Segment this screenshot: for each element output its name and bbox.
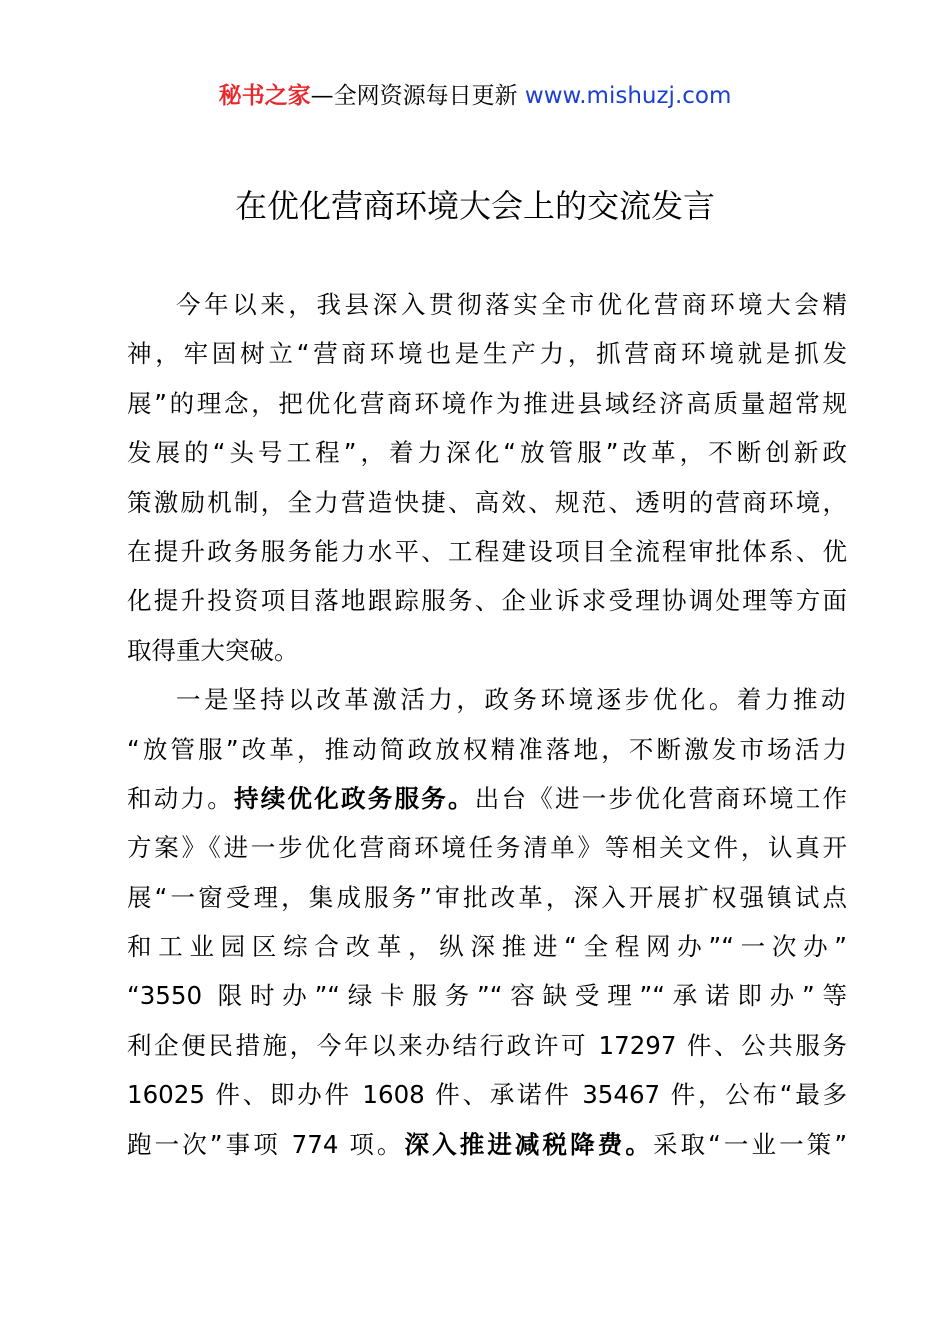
- bold-heading-tax: 深入推进减税降费。: [404, 1129, 653, 1159]
- paragraph-line: 利企便民措施，今年以来办结行政许可 17297 件、公共服务: [127, 1030, 847, 1060]
- line-text: 出台《进一步优化营商环境工作: [474, 783, 847, 813]
- paragraph-line: 方案》《进一步优化营商环境任务清单》等相关文件，认真开: [127, 833, 847, 863]
- paragraph-line: “3550 限时办”“绿卡服务”“容缺受理”“承诺即办”等: [127, 981, 847, 1011]
- page-header: [0, 78, 950, 114]
- paragraph-line: 发展的“头号工程”，着力深化“放管服”改革，不断创新政: [127, 438, 847, 468]
- brand-name: 秘书之家: [218, 83, 311, 109]
- paragraph-line: 策激励机制，全力营造快捷、高效、规范、透明的营商环境，: [127, 487, 847, 517]
- bold-heading-service: 持续优化政务服务。: [234, 783, 475, 813]
- paragraph-line: 展“一窗受理，集成服务”审批改革，深入开展扩权强镇试点: [127, 882, 847, 912]
- paragraph-line: “放管服”改革，推动简政放权精准落地，不断激发市场活力: [127, 734, 847, 764]
- paragraph-1: [127, 280, 847, 675]
- site-url-link[interactable]: www.mishuzj.com: [524, 83, 732, 109]
- paragraph-line: 16025 件、即办件 1608 件、承诺件 35467 件，公布“最多: [127, 1080, 847, 1110]
- document-title: 在优化营商环境大会上的交流发言: [234, 187, 715, 225]
- paragraph-line: 和工业园区综合改革，纵深推进“全程网办”“一次办”: [127, 932, 847, 962]
- paragraph-2: [127, 675, 847, 1169]
- line-text: 和动力。: [127, 783, 234, 813]
- paragraph-line: 展”的理念，把优化营商环境作为推进县域经济高质量超常规: [127, 388, 847, 418]
- paragraph-line: 在提升政务服务能力水平、工程建设项目全流程审批体系、优: [127, 536, 847, 566]
- paragraph-line: 今年以来，我县深入贯彻落实全市优化营商环境大会精: [176, 290, 847, 319]
- paragraph-line: [127, 774, 847, 823]
- paragraph-line: 取得重大突破。: [127, 635, 299, 665]
- document-body: [127, 280, 847, 1169]
- header-tagline: —全网资源每日更新: [310, 83, 525, 109]
- paragraph-line: 神，牢固树立“营商环境也是生产力，抓营商环境就是抓发: [127, 339, 847, 369]
- paragraph-line: 化提升投资项目落地跟踪服务、企业诉求受理协调处理等方面: [127, 586, 847, 616]
- line-text: 跑一次”事项 774 项。: [127, 1129, 405, 1159]
- line-text: 采取“一业一策”: [652, 1129, 847, 1159]
- paragraph-line: [127, 1120, 847, 1169]
- paragraph-line: 一是坚持以改革激活力，政务环境逐步优化。着力推动: [176, 685, 847, 715]
